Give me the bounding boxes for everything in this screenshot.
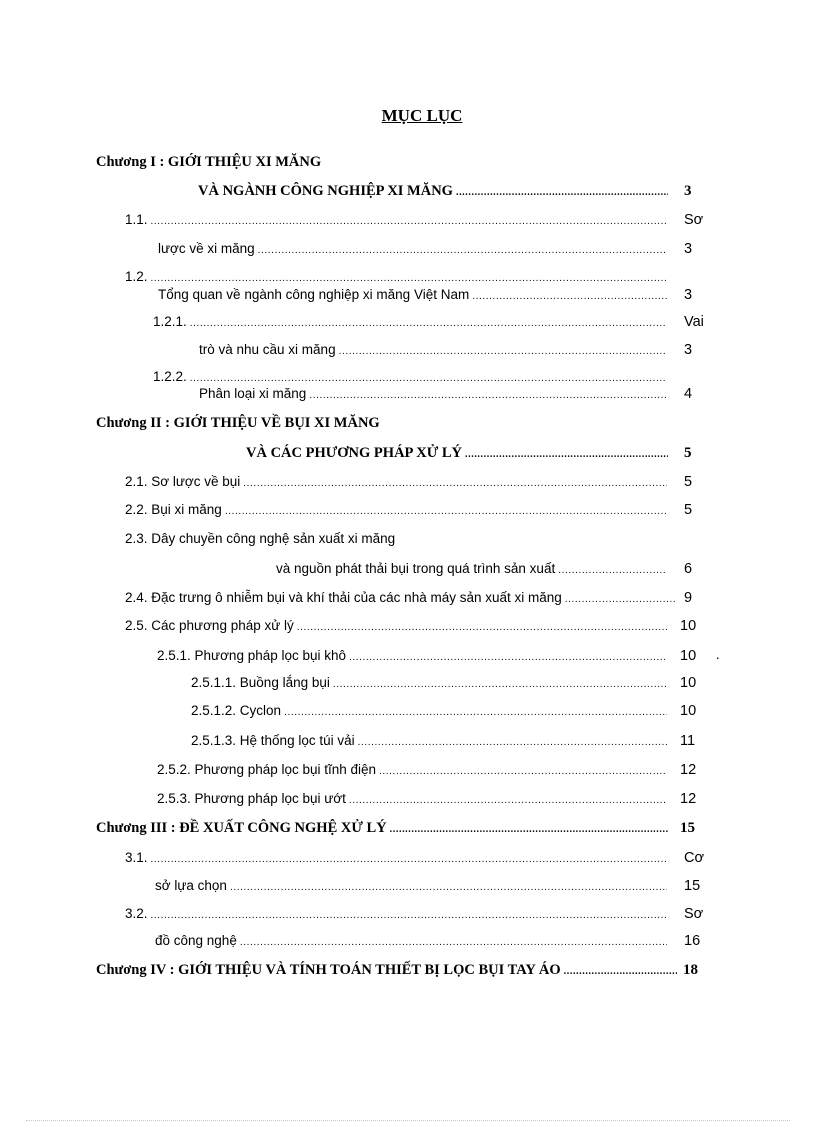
toc-page-number: 10 bbox=[680, 648, 697, 664]
toc-entry-2-5-1-3: 2.5.1.3. Hệ thống lọc túi vải ..... bbox=[191, 731, 670, 751]
toc-page-number: 5 bbox=[684, 502, 693, 518]
toc-entry-2-3: 2.3. Dây chuyền công nghệ sản xuất xi măng bbox=[125, 531, 396, 546]
toc-wrapped-word: Vai bbox=[684, 314, 704, 330]
toc-title: MỤC LỤC bbox=[381, 106, 463, 125]
toc-page-number: 4 bbox=[684, 386, 693, 402]
toc-page-number: 6 bbox=[684, 561, 693, 577]
toc-page-number: 10 bbox=[680, 703, 697, 719]
toc-page-number: 12 bbox=[680, 791, 697, 807]
toc-page-number: 3 bbox=[684, 241, 693, 257]
toc-page-number: 5 bbox=[684, 445, 692, 461]
toc-page-number: 10 bbox=[680, 618, 697, 634]
toc-page-number: 15 bbox=[680, 820, 695, 836]
toc-entry-2-5-1: 2.5.1. Phương pháp lọc bụi khô ..... bbox=[157, 646, 670, 666]
toc-page-number: 18 bbox=[683, 962, 698, 978]
toc-entry-3-2: 3.2. ..... bbox=[125, 904, 670, 924]
toc-chapter-2-line1: Chương II : GIỚI THIỆU VỀ BỤI XI MĂNG bbox=[96, 415, 380, 431]
toc-chapter-1-line2: VÀ NGÀNH CÔNG NGHIỆP XI MĂNG ..... bbox=[198, 181, 671, 201]
toc-entry-2-2: 2.2. Bụi xi măng ..... bbox=[125, 500, 670, 520]
toc-chapter-3: Chương III : ĐỀ XUẤT CÔNG NGHỆ XỬ LÝ ..... bbox=[96, 818, 671, 838]
toc-entry-1-2-1: 1.2.1. ..... bbox=[153, 312, 670, 332]
toc-wrapped-word: Cơ bbox=[684, 850, 704, 866]
toc-entry-2-1: 2.1. Sơ lược về bụi ..... bbox=[125, 472, 670, 492]
toc-page-number: 11 bbox=[680, 733, 696, 749]
toc-entry-1-1: 1.1. ..... bbox=[125, 210, 670, 230]
toc-page-number: 9 bbox=[684, 590, 693, 606]
toc-wrapped-word: Sơ bbox=[684, 212, 704, 228]
toc-entry-1-2-2: 1.2.2. ..... bbox=[153, 367, 670, 387]
toc-page-number: 3 bbox=[684, 183, 692, 199]
toc-entry-3-1: 3.1. ..... bbox=[125, 848, 670, 868]
toc-entry-2-5-1-2: 2.5.1.2. Cyclon ..... bbox=[191, 701, 670, 721]
toc-chapter-4: Chương IV : GIỚI THIỆU VÀ TÍNH TOÁN THIẾT BỊ LỌC BỤI TAY ÁO ..... bbox=[96, 960, 680, 980]
toc-page-number: 16 bbox=[684, 933, 701, 949]
toc-page-number: 3 bbox=[684, 342, 693, 358]
toc-entry-2-5-2: 2.5.2. Phương pháp lọc bụi tĩnh điện ..... bbox=[157, 760, 670, 780]
toc-entry-1-2: 1.2. ..... bbox=[125, 267, 670, 287]
toc-entry-2-5-3: 2.5.3. Phương pháp lọc bụi ướt ..... bbox=[157, 789, 670, 809]
page-bottom-rule bbox=[26, 1120, 790, 1121]
toc-entry-1-1-cont: lược về xi măng ..... bbox=[158, 239, 670, 259]
toc-entry-2-5: 2.5. Các phương pháp xử lý ..... bbox=[125, 616, 670, 636]
toc-entry-3-2-cont: đồ công nghệ ..... bbox=[155, 931, 670, 951]
stray-mark: . bbox=[716, 648, 720, 663]
toc-page-number: 3 bbox=[684, 287, 693, 303]
toc-entry-3-1-cont: sở lựa chọn ..... bbox=[155, 876, 670, 896]
toc-entry-1-2-2-cont: Phân loại xi măng ..... bbox=[199, 384, 670, 404]
toc-entry-1-2-cont: Tổng quan về ngành công nghiệp xi măng Việt Nam ..... bbox=[158, 285, 670, 305]
toc-chapter-2-line2: VÀ CÁC PHƯƠNG PHÁP XỬ LÝ ..... bbox=[246, 443, 671, 463]
toc-page-number: 15 bbox=[684, 878, 701, 894]
toc-page-number: 5 bbox=[684, 474, 693, 490]
toc-entry-2-3-cont: và nguồn phát thải bụi trong quá trình sản xuất ..... bbox=[276, 559, 670, 579]
toc-page-number: 10 bbox=[680, 675, 697, 691]
toc-wrapped-word: Sơ bbox=[684, 906, 704, 922]
toc-page-number: 12 bbox=[680, 762, 697, 778]
toc-entry-2-5-1-1: 2.5.1.1. Buồng lắng bụi ..... bbox=[191, 673, 670, 693]
toc-chapter-1-line1: Chương I : GIỚI THIỆU XI MĂNG bbox=[96, 154, 322, 170]
toc-entry-1-2-1-cont: trò và nhu cầu xi măng ..... bbox=[199, 340, 670, 360]
toc-entry-2-4: 2.4. Đặc trưng ô nhiễm bụi và khí thải của các nhà máy sản xuất xi măng ..... bbox=[125, 588, 678, 608]
